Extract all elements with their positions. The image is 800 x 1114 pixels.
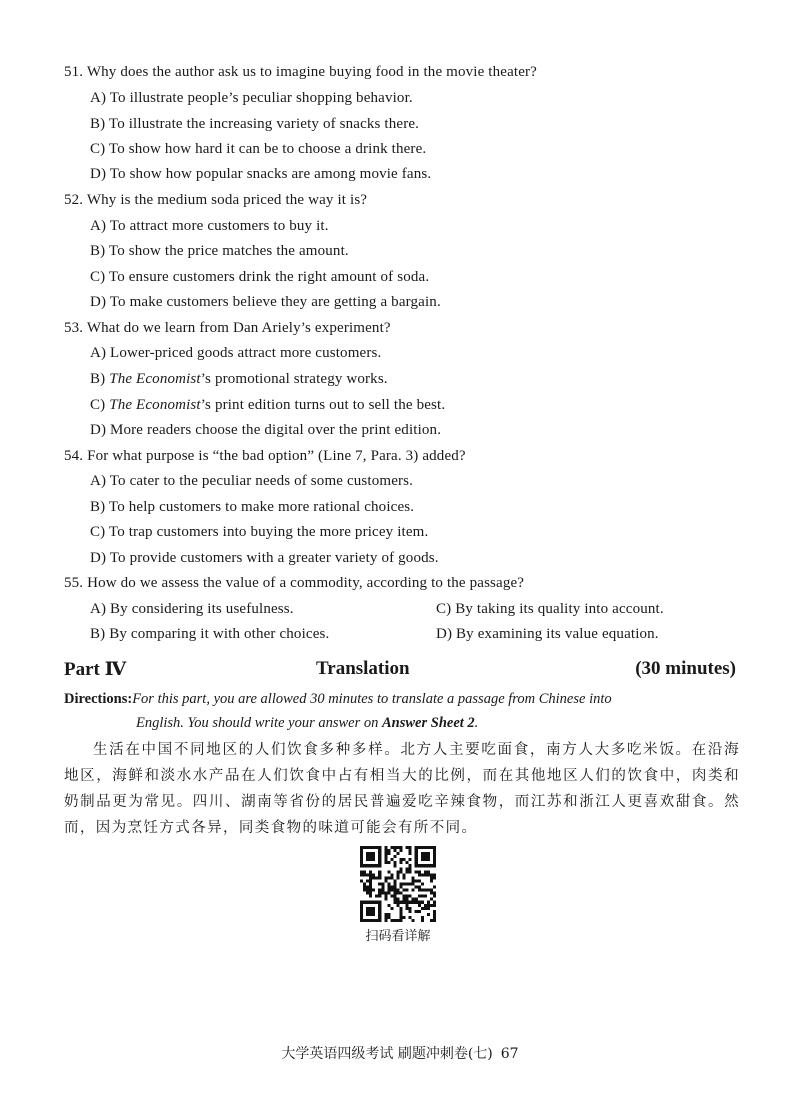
directions-label: Directions: [64,691,133,707]
directions-text-2: English. You should write your answer on [136,715,382,731]
question-54-option-a: A) To cater to the peculiar needs of some customers. [90,473,414,489]
question-51-option-a: A) To illustrate people’s peculiar shopping behavior. [90,90,413,106]
question-51-stem: 51. Why does the author ask us to imagine buying food in the movie theater? [64,64,537,80]
question-53-option-d: D) More readers choose the digital over the print edition. [90,422,442,438]
question-55-option-a: A) By considering its usefulness. [90,601,294,617]
page-number: 67 [500,1046,519,1062]
qr-label: 扫码看详解 [365,929,431,944]
question-52-option-a: A) To attract more customers to buy it. [90,218,329,234]
page-footer [0,1043,800,1063]
option-prefix: B) [90,371,110,387]
question-54-stem: 54. For what purpose is “the bad option” (Line 7, Para. 3) added? [64,448,466,464]
question-51-option-b: B) To illustrate the increasing variety of snacks there. [90,116,420,132]
directions-end: . [474,715,479,731]
question-52-stem: 52. Why is the medium soda priced the way it is? [64,192,368,208]
directions-text: For this part, you are allowed 30 minutes to translate a passage from Chinese into [132,691,612,707]
footer-title: 大学英语四级考试 刷题冲刺卷(七) [281,1046,493,1062]
qr-code[interactable] [360,846,436,922]
question-53-option-a: A) Lower-priced goods attract more customers. [90,345,382,361]
question-54-option-c: C) To trap customers into buying the more pricey item. [90,524,429,540]
question-55-option-d: D) By examining its value equation. [436,626,659,642]
option-prefix: C) [90,397,110,413]
option-text: ’s promotional strategy works. [200,371,388,387]
part-header [64,658,736,684]
chinese-passage: 生活在中国不同地区的人们饮食多种多样。北方人主要吃面食，南方人大多吃米饭。在沿海地区，海鲜和淡水水产品在人们饮食中占有相当大的比例，而在其他地区人们的饮食中，肉类和奶制品更为常见。四川、湖南等省份的居民普遍爱吃辛辣食物，而江苏和浙江人更喜欢甜食。然而，因为烹饪方式各异，同类食物的味道可能会有所不同。 [64,742,740,836]
question-55-option-c: C) By taking its quality into account. [436,601,664,617]
publication-title: The Economist [109,397,201,413]
question-52-option-d: D) To make customers believe they are getting a bargain. [90,294,441,310]
question-55-option-b: B) By comparing it with other choices. [90,626,330,642]
answer-sheet-ref: Answer Sheet 2 [382,715,475,731]
question-55-stem: 55. How do we assess the value of a commodity, according to the passage? [64,575,525,591]
directions-line-2 [136,713,478,733]
question-52-option-b: B) To show the price matches the amount. [90,243,349,259]
option-text: ’s print edition turns out to sell the best. [200,397,446,413]
part-label: Part Ⅳ [64,659,127,680]
part-title: Translation [316,658,410,679]
question-51-option-c: C) To show how hard it can be to choose a drink there. [90,141,427,157]
publication-title: The Economist [109,371,201,387]
question-51-option-d: D) To show how popular snacks are among movie fans. [90,166,432,182]
question-53-stem: 53. What do we learn from Dan Ariely’s experiment? [64,320,391,336]
directions-line-1 [64,689,612,709]
question-53-option-c [90,395,445,415]
question-54-option-b: B) To help customers to make more rational choices. [90,499,415,515]
part-time: (30 minutes) [635,658,736,679]
question-54-option-d: D) To provide customers with a greater variety of goods. [90,550,439,566]
question-53-option-b [90,369,388,389]
question-52-option-c: C) To ensure customers drink the right amount of soda. [90,269,430,285]
